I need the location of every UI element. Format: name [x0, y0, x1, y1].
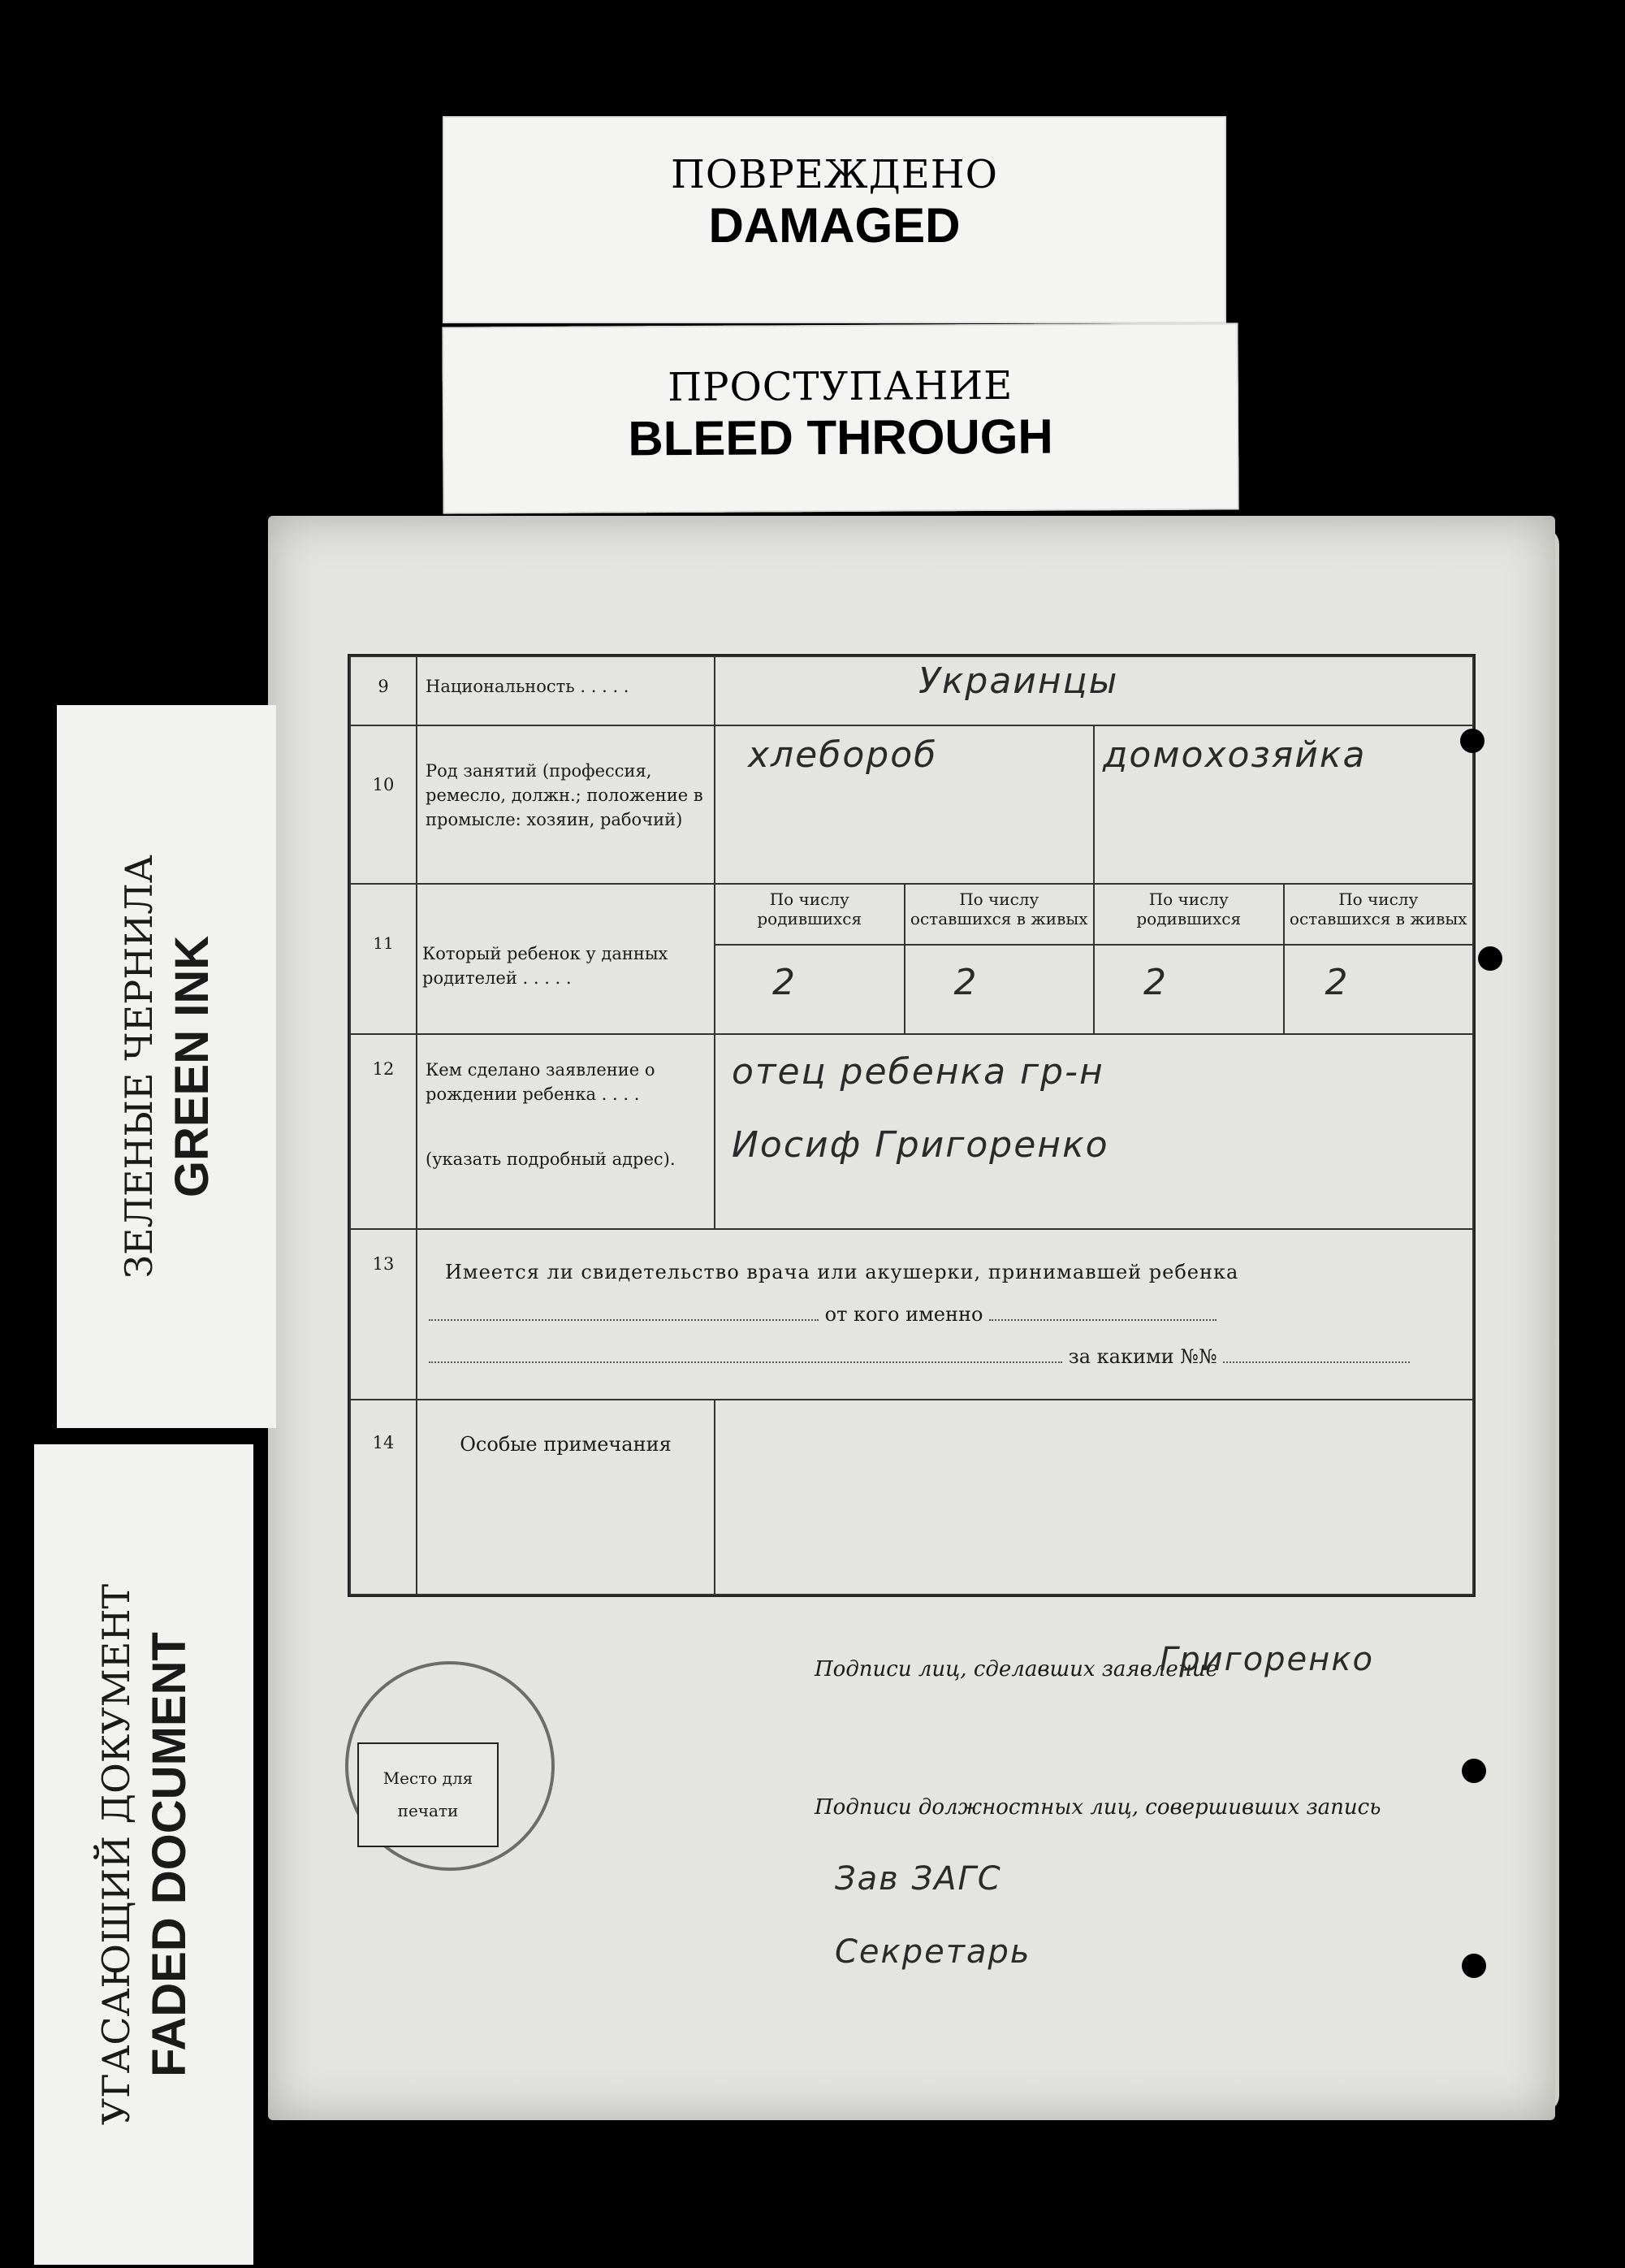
faded-label-en: FADED DOCUMENT — [143, 1632, 196, 2077]
form-row-11-headers — [350, 884, 1473, 945]
bleed-label-ru: ПРОСТУПАНИЕ — [668, 362, 1013, 411]
sub-header: По числу оставшихся в живых — [1284, 884, 1474, 945]
form-row-9 — [350, 656, 1473, 725]
punch-hole — [1460, 729, 1485, 753]
document-page — [268, 516, 1555, 2120]
row-number: 13 — [350, 1229, 417, 1400]
damaged-label-card — [443, 116, 1226, 323]
birth-order-value: 2 — [953, 962, 979, 1003]
punch-hole — [1462, 1954, 1486, 1978]
green-label-en: GREEN INK — [166, 935, 218, 1198]
occupation-mother-cell — [1094, 725, 1473, 884]
form-row-10 — [350, 725, 1473, 884]
nationality-value-cell — [715, 656, 1473, 725]
row-13-content — [417, 1229, 1473, 1400]
nationality-handwriting: Украинцы — [918, 660, 1119, 702]
form-row-13 — [350, 1229, 1473, 1400]
form-row-14 — [350, 1400, 1473, 1595]
damaged-label-en: DAMAGED — [708, 198, 961, 253]
row-13-text: Имеется ли свидетельство врача или акушерки, принимавшей ребенка — [445, 1261, 1239, 1283]
birth-order-value: 2 — [1143, 962, 1168, 1003]
birth-order-value: 2 — [772, 962, 797, 1003]
stamp-placeholder-label: Место для печати — [382, 1768, 473, 1820]
birth-order-cell — [715, 945, 905, 1034]
remarks-cell — [715, 1400, 1473, 1595]
declarant-line-2: Иосиф Григоренко — [732, 1124, 1109, 1166]
officials-signature-label: Подписи должностных лиц, совершивших запись — [815, 1795, 1381, 1820]
birth-order-cell — [905, 945, 1095, 1034]
record-form-table — [348, 654, 1476, 1597]
birth-order-value: 2 — [1325, 962, 1350, 1003]
official-signature-1: Зав ЗАГС — [835, 1860, 1002, 1898]
row-12-label: Кем сделано заявление о рождении ребенка . . . . — [426, 1060, 655, 1104]
damaged-label-ru: ПОВРЕЖДЕНО — [670, 152, 999, 197]
green-ink-label-card — [57, 705, 276, 1428]
birth-order-cell — [1284, 945, 1474, 1034]
bleed-label-en: BLEED THROUGH — [628, 409, 1053, 466]
sub-header: По числу оставшихся в живых — [905, 884, 1095, 945]
form-row-12 — [350, 1034, 1473, 1229]
row-label: Особые примечания — [417, 1400, 715, 1595]
stamp-placeholder-box — [357, 1742, 499, 1847]
occupation-father-handwriting: хлебороб — [748, 734, 938, 776]
numbers-label: за какими №№ — [1068, 1345, 1217, 1368]
sub-header: По числу родившихся — [1094, 884, 1284, 945]
row-number: 11 — [350, 884, 417, 1034]
applicants-signature-label: Подписи лиц, сделавших заявление — [815, 1657, 1218, 1682]
from-whom-label: от кого именно — [824, 1303, 983, 1326]
row-label — [417, 1034, 715, 1229]
green-label-ru: ЗЕЛЕНЫЕ ЧЕРНИЛА — [117, 855, 161, 1279]
occupation-mother-handwriting: домохозяйка — [1103, 734, 1367, 776]
declarant-value-cell — [715, 1034, 1473, 1229]
row-number: 12 — [350, 1034, 417, 1229]
declarant-line-1: отец ребенка гр-н — [732, 1051, 1104, 1093]
row-number: 10 — [350, 725, 417, 884]
faded-document-label-card — [34, 1444, 253, 2265]
row-13-from-line — [429, 1293, 1461, 1335]
row-label: Национальность . . . . . — [417, 656, 715, 725]
applicant-signature: Григоренко — [1160, 1641, 1374, 1678]
sub-header: По числу родившихся — [715, 884, 905, 945]
row-13-numbers-line — [429, 1335, 1461, 1378]
punch-hole — [1462, 1759, 1486, 1783]
row-number: 9 — [350, 656, 417, 725]
faded-label-ru: УГАСАЮЩИЙ ДОКУМЕНТ — [94, 1583, 138, 2126]
row-number: 14 — [350, 1400, 417, 1595]
birth-order-cell — [1094, 945, 1284, 1034]
bleed-through-label-card — [442, 322, 1238, 513]
occupation-father-cell — [715, 725, 1094, 884]
official-signature-2: Секретарь — [835, 1933, 1031, 1971]
punch-hole — [1478, 946, 1502, 971]
row-label: Который ребенок у данных родителей . . . . . — [417, 884, 715, 1034]
row-12-sublabel: (указать подробный адрес). — [426, 1149, 676, 1169]
row-label: Род занятий (профессия, ремесло, должн.; положение в промысле: хозяин, рабочий) — [417, 725, 715, 884]
